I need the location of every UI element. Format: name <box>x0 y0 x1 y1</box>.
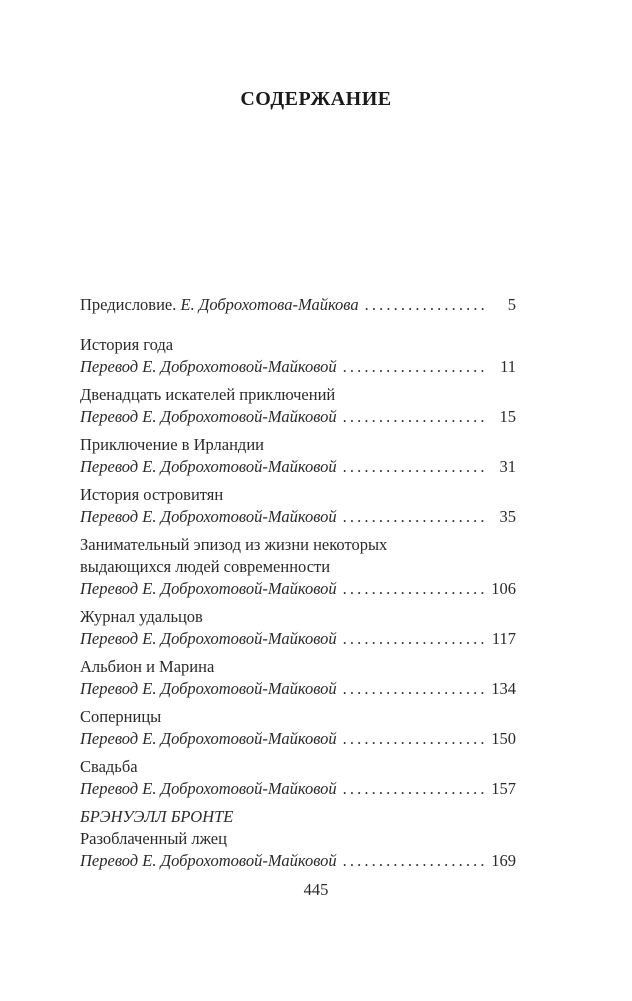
toc-entry[interactable] <box>80 434 516 478</box>
entry-author: БРЭНУЭЛЛ БРОНТЕ <box>80 807 234 826</box>
entry-translator-row <box>80 578 516 600</box>
page-ref: 117 <box>491 629 516 648</box>
page-ref: 134 <box>491 679 516 698</box>
dot-leader <box>365 294 486 316</box>
entry-translator: Перевод Е. Доброхотовой-Майковой <box>80 407 337 426</box>
entry-title-line: Двенадцать искателей приключений <box>80 385 336 404</box>
page-ref: 157 <box>491 779 516 798</box>
entry-title-line: выдающихся людей современности <box>80 557 331 576</box>
toc-entry[interactable] <box>80 484 516 528</box>
entry-title-line: Соперницы <box>80 707 162 726</box>
preface-author: Е. Доброхотова-Майкова <box>180 295 359 314</box>
entry-translator-row <box>80 406 516 428</box>
entry-translator-row <box>80 850 516 872</box>
entry-translator: Перевод Е. Доброхотовой-Майковой <box>80 851 337 870</box>
page-ref: 15 <box>499 407 516 426</box>
entry-translator-row <box>80 778 516 800</box>
entry-title-line: История года <box>80 335 174 354</box>
entry-title-line: Журнал удальцов <box>80 607 203 626</box>
toc-entry[interactable] <box>80 534 516 600</box>
toc-entry[interactable] <box>80 384 516 428</box>
entry-title-line: Занимательный эпизод из жизни некоторых <box>80 535 388 554</box>
dot-leader <box>343 356 486 378</box>
toc-entry[interactable] <box>80 334 516 378</box>
toc-entry[interactable] <box>80 656 516 700</box>
dot-leader <box>343 506 486 528</box>
dot-leader <box>343 778 486 800</box>
dot-leader <box>343 728 486 750</box>
entry-translator-row <box>80 728 516 750</box>
entry-title-line: Разоблаченный лжец <box>80 829 227 848</box>
table-of-contents <box>80 294 516 878</box>
entry-translator: Перевод Е. Доброхотовой-Майковой <box>80 729 337 748</box>
page-ref: 150 <box>491 729 516 748</box>
entry-translator: Перевод Е. Доброхотовой-Майковой <box>80 357 337 376</box>
page-title: СОДЕРЖАНИЕ <box>240 88 392 110</box>
dot-leader <box>343 628 486 650</box>
entry-title-line: История островитян <box>80 485 224 504</box>
entry-title-line: Свадьба <box>80 757 138 776</box>
page-ref: 11 <box>500 357 516 376</box>
dot-leader <box>343 406 486 428</box>
entry-translator-row <box>80 456 516 478</box>
dot-leader <box>343 578 486 600</box>
entry-translator: Перевод Е. Доброхотовой-Майковой <box>80 579 337 598</box>
preface-label: Предисловие. <box>80 295 177 314</box>
page-ref: 5 <box>507 295 516 314</box>
entry-translator: Перевод Е. Доброхотовой-Майковой <box>80 779 337 798</box>
entry-title-line: Альбион и Марина <box>80 657 215 676</box>
entry-translator: Перевод Е. Доброхотовой-Майковой <box>80 457 337 476</box>
toc-entry[interactable] <box>80 606 516 650</box>
dot-leader <box>343 456 486 478</box>
entry-translator-row <box>80 356 516 378</box>
entry-translator: Перевод Е. Доброхотовой-Майковой <box>80 629 337 648</box>
page-ref: 106 <box>491 579 516 598</box>
dot-leader <box>343 678 486 700</box>
entry-title-line: Приключение в Ирландии <box>80 435 264 454</box>
entry-translator: Перевод Е. Доброхотовой-Майковой <box>80 507 337 526</box>
page-ref: 35 <box>499 507 516 526</box>
entry-translator-row <box>80 628 516 650</box>
toc-entry[interactable] <box>80 756 516 800</box>
dot-leader <box>343 850 486 872</box>
toc-entry-preface[interactable] <box>80 294 516 316</box>
toc-entry[interactable] <box>80 806 516 872</box>
page-ref: 169 <box>491 851 516 870</box>
toc-entry[interactable] <box>80 706 516 750</box>
page-number: 445 <box>303 880 329 899</box>
entry-translator-row <box>80 506 516 528</box>
entry-translator-row <box>80 678 516 700</box>
page-ref: 31 <box>499 457 516 476</box>
entry-translator: Перевод Е. Доброхотовой-Майковой <box>80 679 337 698</box>
